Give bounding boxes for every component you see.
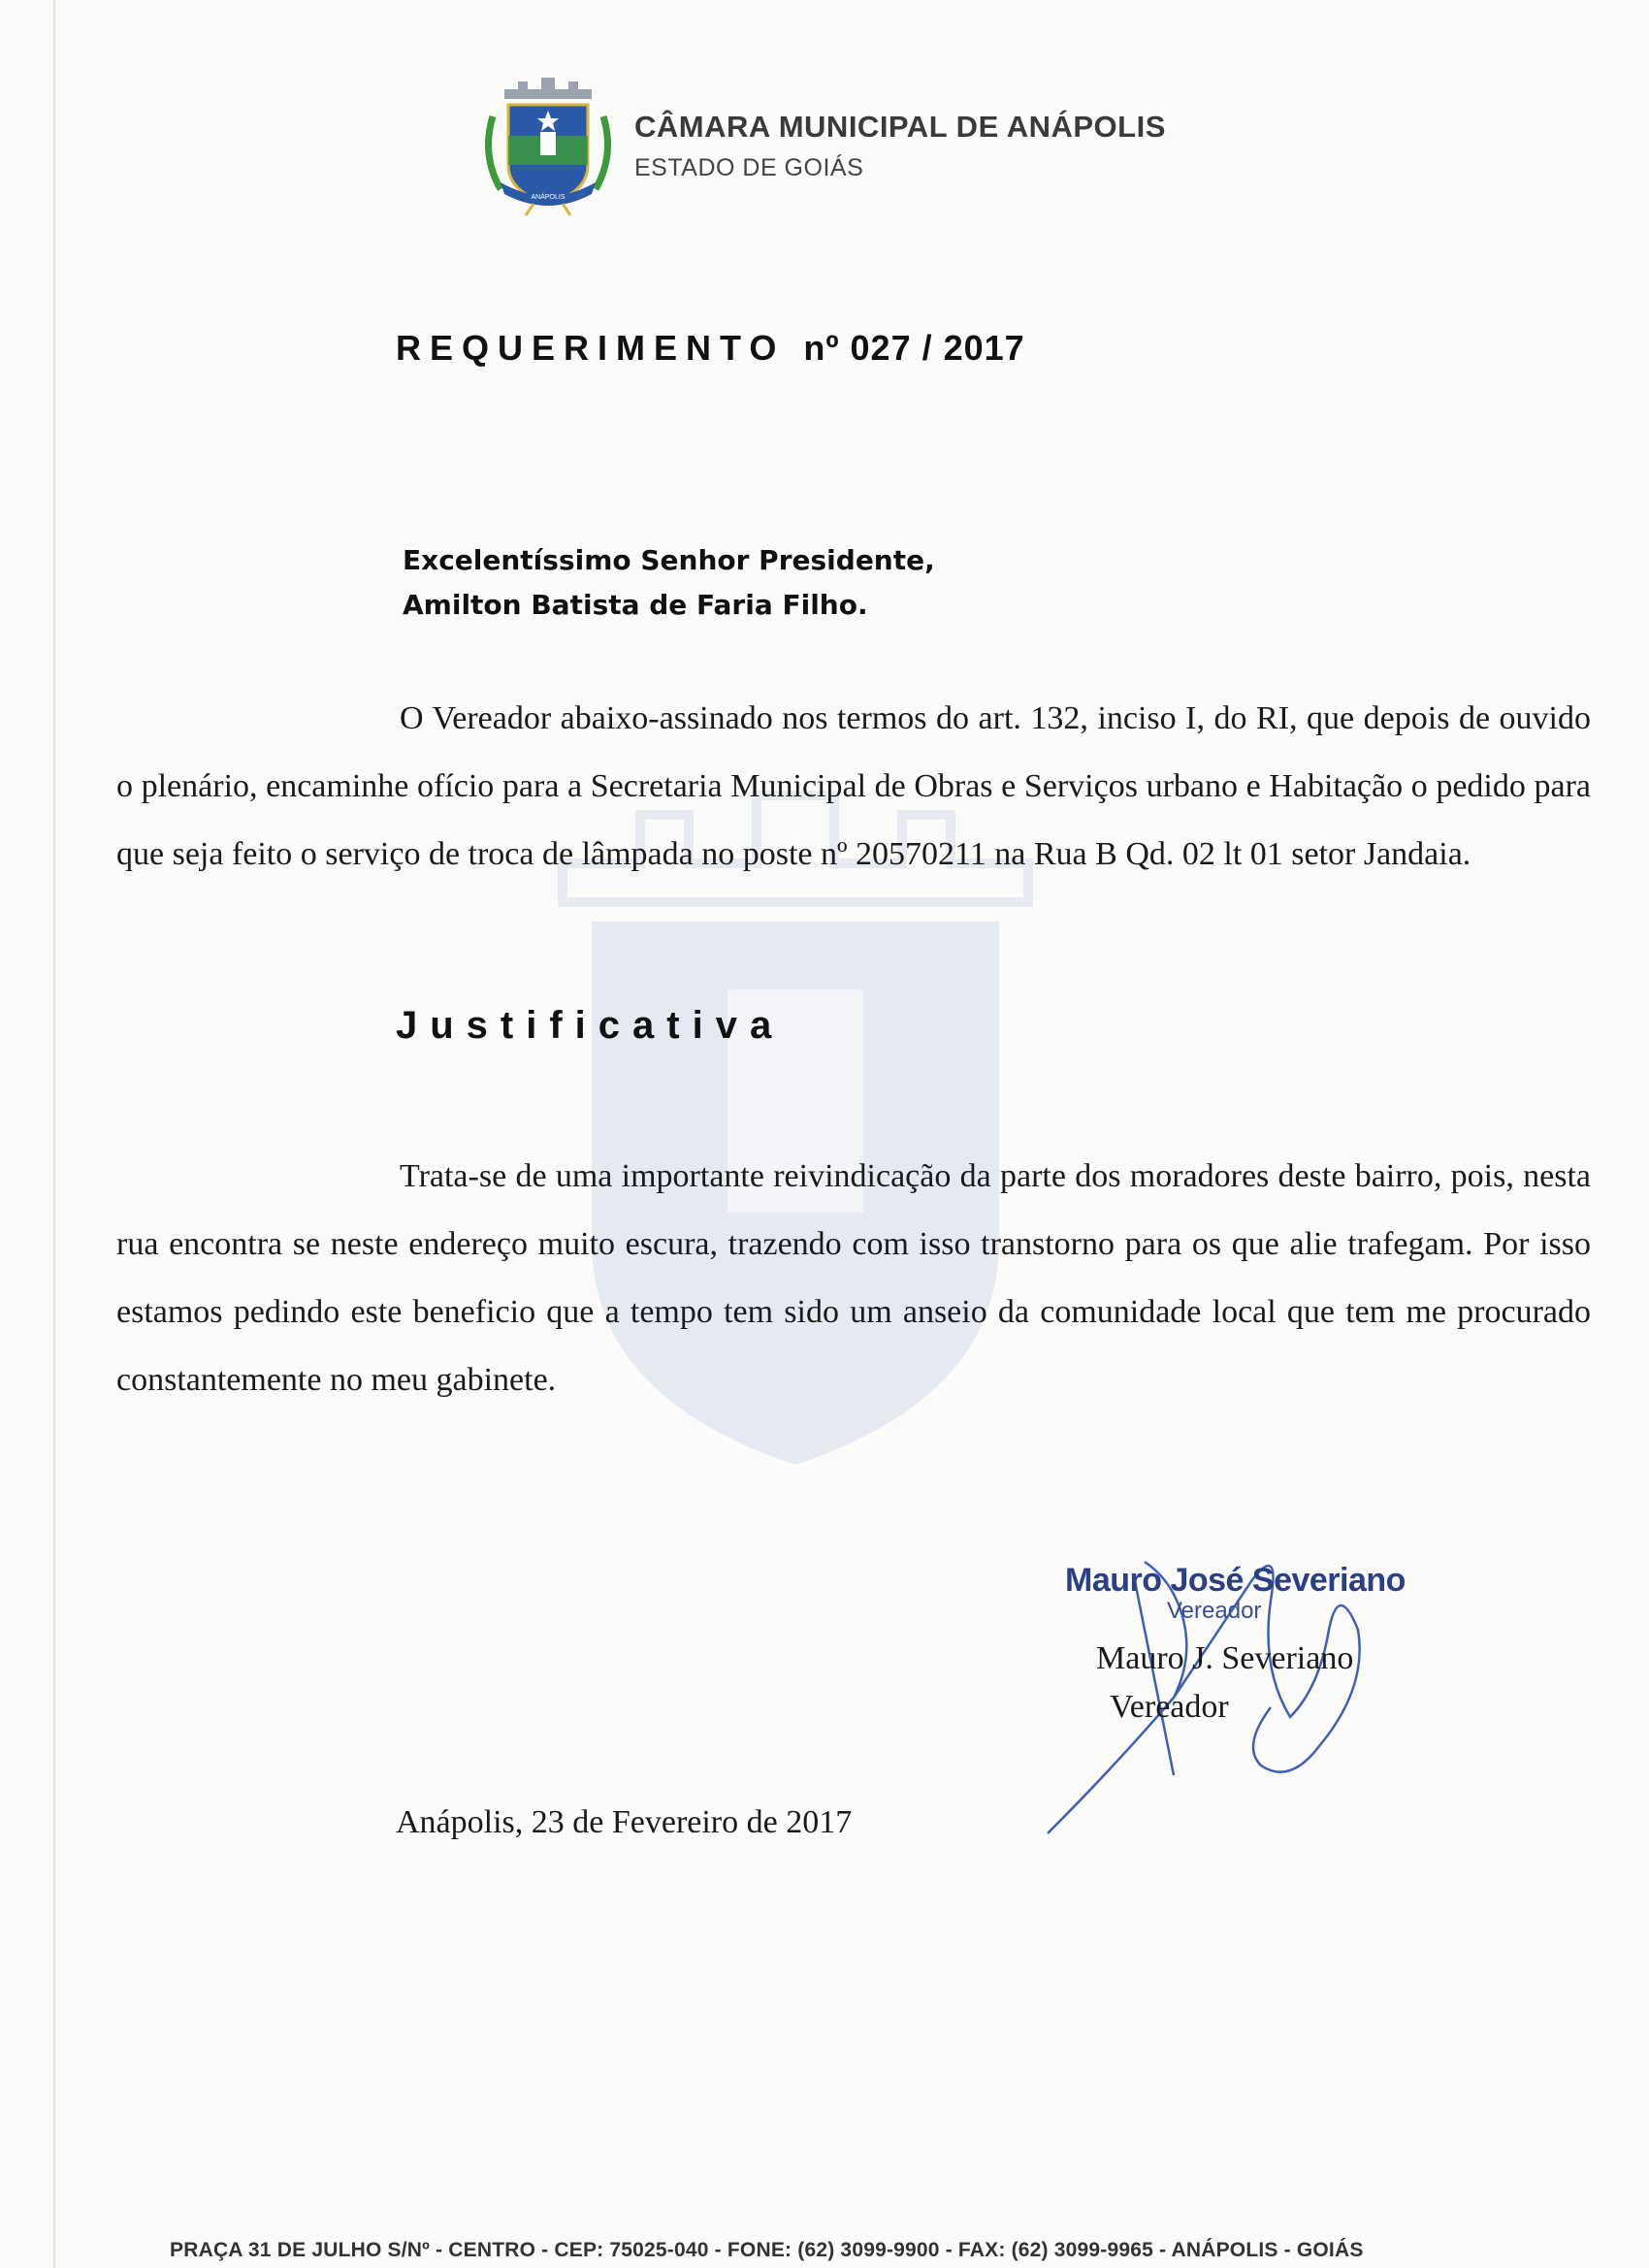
date-line: Anápolis, 23 de Fevereiro de 2017	[396, 1804, 853, 1840]
signature-stamp	[1065, 1562, 1406, 1625]
stamp-role: Vereador	[1167, 1598, 1262, 1624]
signer-role: Vereador	[1110, 1689, 1229, 1725]
request-paragraph-text: O Vereador abaixo-assinado nos termos do art. 132, inciso I, do RI, que depois de ouvido o plenário, encaminhe ofício para a Secretaria Municipal de Obras e Serviços urbano e Habitação o pedido para que seja feito o serviço de troca de lâmpada no poste nº 20570211 na Rua B Qd. 02 lt 01 setor Jandaia.	[116, 700, 1591, 872]
document-title-word: REQUERIMENTO	[396, 328, 786, 368]
addressee-salutation: Excelentíssimo Senhor Presidente,	[403, 544, 935, 576]
organization-name: CÂMARA MUNICIPAL DE ANÁPOLIS	[634, 109, 1166, 144]
scan-edge-shadow	[53, 0, 55, 2268]
letterhead	[475, 68, 1166, 223]
request-paragraph	[116, 685, 1591, 889]
organization-state: ESTADO DE GOIÁS	[634, 153, 864, 181]
document-number: nº 027 / 2017	[803, 328, 1025, 368]
justification-heading: Justificativa	[396, 1004, 785, 1047]
justification-paragraph	[116, 1143, 1591, 1414]
document-title	[396, 328, 1025, 369]
stamp-name: Mauro José Severiano	[1065, 1562, 1406, 1599]
addressee-block	[403, 538, 935, 628]
signer-name: Mauro J. Severiano	[1096, 1640, 1354, 1676]
letterhead-text	[634, 110, 1166, 182]
addressee-name: Amilton Batista de Faria Filho.	[403, 589, 868, 621]
municipal-crest-icon	[475, 68, 621, 223]
justification-paragraph-text: Trata-se de uma importante reivindicação da parte dos moradores deste bairro, pois, nesta rua encontra se neste endereço muito escura, trazendo com isso transtorno para os que alie trafegam. Por isso estamos pedindo este beneficio que a tempo tem sido um anseio da comunidade local que tem me procurado constantemente no meu gabinete.	[116, 1158, 1591, 1398]
crest-banner-text: ANÁPOLIS	[531, 194, 566, 201]
footer-address: PRAÇA 31 DE JULHO S/Nº - CENTRO - CEP: 75025-040 - FONE: (62) 3099-9900 - FAX: (62) 3099-9965 - ANÁPOLIS - GOIÁS	[170, 2239, 1364, 2261]
signer-block	[1096, 1635, 1353, 1732]
